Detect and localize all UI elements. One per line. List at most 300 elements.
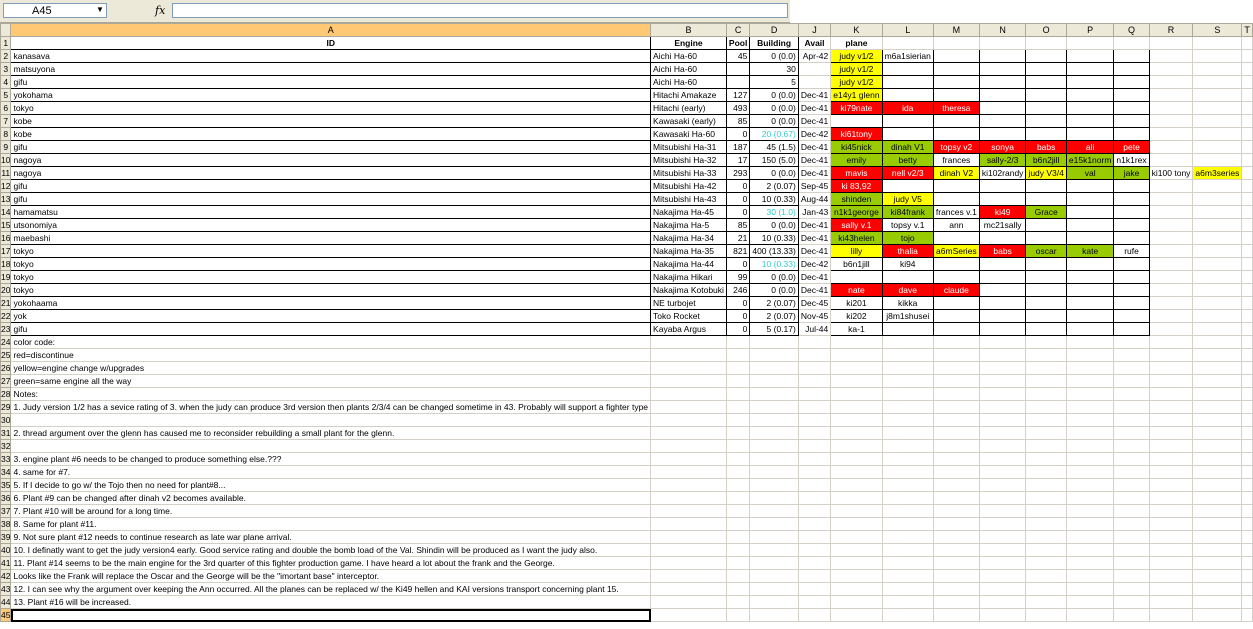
cell[interactable] — [979, 531, 1026, 544]
plane-cell[interactable]: topsy v2 — [933, 141, 979, 154]
cell[interactable] — [1193, 89, 1242, 102]
cell[interactable] — [1149, 596, 1193, 609]
cell[interactable] — [1114, 37, 1149, 50]
cell[interactable] — [651, 414, 727, 427]
plane-cell[interactable]: babs — [979, 245, 1026, 258]
cell[interactable] — [979, 63, 1026, 76]
plant-engine-cell[interactable]: Nakajima Ha-35 — [651, 245, 727, 258]
cell[interactable] — [979, 609, 1026, 622]
cell[interactable] — [651, 544, 727, 557]
cell[interactable] — [1114, 440, 1149, 453]
cell[interactable] — [882, 180, 933, 193]
plane-cell[interactable]: ki45nick — [831, 141, 882, 154]
cell[interactable] — [1026, 310, 1066, 323]
cell[interactable] — [1026, 271, 1066, 284]
row-header[interactable]: 37 — [1, 506, 11, 516]
row-header[interactable]: 16 — [1, 233, 11, 243]
plant-avail-cell[interactable]: Dec-41 — [798, 271, 830, 284]
cell[interactable] — [1242, 453, 1253, 466]
row-header[interactable]: 41 — [1, 558, 11, 568]
cell[interactable] — [979, 466, 1026, 479]
cell[interactable] — [1026, 505, 1066, 518]
plant-engine-cell[interactable]: Hitachi (early) — [651, 102, 727, 115]
cell[interactable] — [1066, 102, 1114, 115]
cell[interactable] — [1114, 297, 1149, 310]
row-header[interactable]: 32 — [1, 441, 11, 451]
cell[interactable] — [1026, 427, 1066, 440]
cell[interactable] — [1026, 518, 1066, 531]
cell[interactable] — [798, 596, 830, 609]
cell[interactable] — [1193, 297, 1242, 310]
cell[interactable] — [933, 453, 979, 466]
plane-cell[interactable]: ali — [1066, 141, 1114, 154]
cell[interactable] — [1114, 193, 1149, 206]
plant-id-cell[interactable]: hamamatsu — [11, 206, 651, 219]
plant-avail-cell[interactable] — [798, 76, 830, 89]
note-cell[interactable]: 2. thread argument over the glenn has caused me to reconsider rebuilding a small plant for the glenn. — [11, 427, 651, 440]
note-cell[interactable] — [11, 414, 651, 427]
plane-cell[interactable]: a6m3series — [1193, 167, 1242, 180]
row-header[interactable]: 7 — [1, 115, 11, 128]
cell[interactable] — [1193, 128, 1242, 141]
note-cell[interactable]: 4. same for #7. — [11, 466, 651, 479]
cell[interactable] — [979, 258, 1026, 271]
cell[interactable] — [1026, 284, 1066, 297]
row-header[interactable]: 21 — [1, 298, 11, 308]
cell[interactable] — [979, 505, 1026, 518]
cell[interactable] — [933, 505, 979, 518]
column-header-l[interactable]: L — [882, 24, 933, 37]
cell[interactable] — [1066, 232, 1114, 245]
header-cell[interactable]: Avail — [798, 37, 830, 50]
plant-engine-cell[interactable]: Toko Rocket — [651, 310, 727, 323]
plant-pool-cell[interactable]: 21 — [726, 232, 749, 245]
cell[interactable] — [750, 544, 798, 557]
cell[interactable] — [933, 63, 979, 76]
cell[interactable] — [798, 531, 830, 544]
cell[interactable] — [798, 401, 830, 414]
cell[interactable] — [1149, 102, 1193, 115]
cell[interactable] — [1149, 297, 1193, 310]
cell[interactable] — [1066, 440, 1114, 453]
cell[interactable] — [1026, 102, 1066, 115]
plant-engine-cell[interactable]: Nakajima Ha-45 — [651, 206, 727, 219]
plant-pool-cell[interactable]: 99 — [726, 271, 749, 284]
cell[interactable] — [750, 531, 798, 544]
cell[interactable] — [882, 492, 933, 505]
cell[interactable] — [1149, 427, 1193, 440]
row-header[interactable]: 28 — [1, 389, 11, 399]
cell[interactable] — [1193, 570, 1242, 583]
cell[interactable] — [1242, 505, 1253, 518]
cell[interactable] — [831, 570, 882, 583]
cell[interactable] — [1193, 219, 1242, 232]
row-header[interactable]: 26 — [1, 363, 11, 373]
cell[interactable] — [882, 76, 933, 89]
plane-cell[interactable]: theresa — [933, 102, 979, 115]
cell[interactable] — [798, 466, 830, 479]
cell[interactable] — [1026, 37, 1066, 50]
cell[interactable] — [1242, 583, 1253, 596]
cell[interactable] — [882, 336, 933, 349]
note-cell[interactable]: 5. If I decide to go w/ the Tojo then no need for plant#8... — [11, 479, 651, 492]
cell[interactable] — [798, 349, 830, 362]
cell[interactable] — [798, 362, 830, 375]
column-header-d[interactable]: D — [750, 24, 798, 37]
cell[interactable] — [726, 479, 749, 492]
cell[interactable] — [1026, 232, 1066, 245]
cell[interactable] — [798, 453, 830, 466]
cell[interactable] — [1149, 401, 1193, 414]
cell[interactable] — [831, 518, 882, 531]
cell[interactable] — [1114, 479, 1149, 492]
plane-cell[interactable]: judy v1/2 — [831, 50, 882, 63]
cell[interactable] — [882, 63, 933, 76]
row-header[interactable]: 2 — [1, 50, 11, 63]
plant-avail-cell[interactable]: Sep-45 — [798, 180, 830, 193]
cell[interactable] — [1066, 206, 1114, 219]
cell[interactable] — [750, 479, 798, 492]
header-cell[interactable]: ID — [11, 37, 651, 50]
cell[interactable] — [1242, 63, 1253, 76]
cell[interactable] — [1193, 388, 1242, 401]
cell[interactable] — [882, 323, 933, 336]
cell[interactable] — [726, 453, 749, 466]
cell[interactable] — [1114, 128, 1149, 141]
cell[interactable] — [979, 297, 1026, 310]
cell[interactable] — [1066, 596, 1114, 609]
cell[interactable] — [1114, 115, 1149, 128]
plant-building-cell[interactable]: 150 (5.0) — [750, 154, 798, 167]
cell[interactable] — [1066, 544, 1114, 557]
cell[interactable] — [979, 310, 1026, 323]
cell[interactable] — [1149, 388, 1193, 401]
cell[interactable] — [1242, 219, 1253, 232]
cell[interactable] — [933, 518, 979, 531]
plant-engine-cell[interactable]: Mitsubishi Ha-43 — [651, 193, 727, 206]
cell[interactable] — [651, 440, 727, 453]
cell[interactable] — [831, 414, 882, 427]
cell[interactable] — [1026, 570, 1066, 583]
plant-building-cell[interactable]: 2 (0.07) — [750, 180, 798, 193]
column-header-k[interactable]: K — [831, 24, 882, 37]
cell[interactable] — [882, 518, 933, 531]
note-cell[interactable]: 3. engine plant #6 needs to be changed to produce something else.??? — [11, 453, 651, 466]
plant-pool-cell[interactable] — [726, 76, 749, 89]
cell[interactable] — [1026, 50, 1066, 63]
cell[interactable] — [1066, 180, 1114, 193]
cell[interactable] — [726, 492, 749, 505]
cell[interactable] — [1242, 76, 1253, 89]
plane-cell[interactable]: ki84frank — [882, 206, 933, 219]
cell[interactable] — [933, 180, 979, 193]
cell[interactable] — [1149, 128, 1193, 141]
plant-id-cell[interactable]: matsuyona — [11, 63, 651, 76]
cell[interactable] — [1242, 414, 1253, 427]
cell[interactable] — [1026, 479, 1066, 492]
cell[interactable] — [1066, 583, 1114, 596]
cell[interactable] — [798, 609, 830, 622]
cell[interactable] — [726, 440, 749, 453]
cell[interactable] — [1242, 141, 1253, 154]
cell[interactable] — [979, 453, 1026, 466]
cell[interactable] — [1149, 154, 1193, 167]
cell[interactable] — [726, 583, 749, 596]
cell[interactable] — [1066, 557, 1114, 570]
cell[interactable] — [651, 388, 727, 401]
plant-id-cell[interactable]: kobe — [11, 128, 651, 141]
plane-cell[interactable]: kikka — [882, 297, 933, 310]
cell[interactable] — [1242, 167, 1253, 180]
plane-cell[interactable]: lilly — [831, 245, 882, 258]
cell[interactable] — [1242, 466, 1253, 479]
plant-pool-cell[interactable]: 85 — [726, 219, 749, 232]
cell[interactable] — [882, 544, 933, 557]
cell[interactable] — [882, 362, 933, 375]
cell[interactable] — [1114, 557, 1149, 570]
cell[interactable] — [831, 362, 882, 375]
cell[interactable] — [1114, 336, 1149, 349]
cell[interactable] — [750, 427, 798, 440]
cell[interactable] — [1114, 76, 1149, 89]
cell[interactable] — [1149, 271, 1193, 284]
cell[interactable] — [979, 557, 1026, 570]
cell[interactable] — [933, 89, 979, 102]
cell[interactable] — [933, 50, 979, 63]
cell[interactable] — [979, 284, 1026, 297]
cell[interactable] — [651, 453, 727, 466]
cell[interactable] — [1193, 115, 1242, 128]
cell[interactable] — [1066, 375, 1114, 388]
row-header[interactable]: 39 — [1, 532, 11, 542]
plant-building-cell[interactable]: 0 (0.0) — [750, 115, 798, 128]
row-header[interactable]: 11 — [1, 168, 11, 178]
plant-id-cell[interactable]: gifu — [11, 323, 651, 336]
plane-cell[interactable]: dinah V1 — [882, 141, 933, 154]
plant-avail-cell[interactable]: Dec-45 — [798, 297, 830, 310]
note-cell[interactable]: green=same engine all the way — [11, 375, 651, 388]
cell[interactable] — [1193, 375, 1242, 388]
plant-building-cell[interactable]: 0 (0.0) — [750, 89, 798, 102]
plane-cell[interactable]: topsy v.1 — [882, 219, 933, 232]
cell[interactable] — [831, 388, 882, 401]
cell[interactable] — [933, 427, 979, 440]
plane-cell[interactable]: e15k1norm — [1066, 154, 1114, 167]
cell[interactable] — [1026, 544, 1066, 557]
cell[interactable] — [882, 128, 933, 141]
plane-cell[interactable]: ki94 — [882, 258, 933, 271]
cell[interactable] — [1066, 37, 1114, 50]
cell[interactable] — [1242, 271, 1253, 284]
cell[interactable] — [726, 531, 749, 544]
cell[interactable] — [831, 440, 882, 453]
cell[interactable] — [1026, 466, 1066, 479]
plane-cell[interactable]: ki102randy — [979, 167, 1026, 180]
cell[interactable] — [1114, 375, 1149, 388]
note-cell[interactable]: yellow=engine change w/upgrades — [11, 362, 651, 375]
plant-engine-cell[interactable]: Kawasaki (early) — [651, 115, 727, 128]
cell[interactable] — [1193, 505, 1242, 518]
cell[interactable] — [882, 414, 933, 427]
cell[interactable] — [831, 557, 882, 570]
plane-cell[interactable]: oscar — [1026, 245, 1066, 258]
cell[interactable] — [750, 596, 798, 609]
note-cell[interactable] — [11, 440, 651, 453]
cell[interactable] — [1114, 102, 1149, 115]
cell[interactable] — [979, 128, 1026, 141]
plant-pool-cell[interactable]: 127 — [726, 89, 749, 102]
cell[interactable] — [750, 388, 798, 401]
plant-id-cell[interactable]: yokohama — [11, 89, 651, 102]
cell[interactable] — [750, 492, 798, 505]
note-cell[interactable]: 12. I can see why the argument over keeping the Ann occurred. All the planes can be replaced w/ the Ki49 hellen and KAI versions transport concerning plant 15. — [11, 583, 651, 596]
cell[interactable] — [726, 336, 749, 349]
cell[interactable] — [1066, 388, 1114, 401]
select-all-corner[interactable] — [1, 24, 11, 37]
cell[interactable] — [1149, 180, 1193, 193]
cell[interactable] — [726, 349, 749, 362]
cell[interactable] — [750, 375, 798, 388]
cell[interactable] — [1026, 596, 1066, 609]
row-header[interactable]: 17 — [1, 246, 11, 256]
chevron-down-icon[interactable]: ▼ — [96, 5, 104, 14]
cell[interactable] — [1066, 219, 1114, 232]
plant-building-cell[interactable]: 30 (1.0) — [750, 206, 798, 219]
cell[interactable] — [750, 557, 798, 570]
cell[interactable] — [933, 466, 979, 479]
cell[interactable] — [1149, 206, 1193, 219]
cell[interactable] — [979, 76, 1026, 89]
plant-engine-cell[interactable]: Mitsubishi Ha-33 — [651, 167, 727, 180]
plant-id-cell[interactable]: gifu — [11, 180, 651, 193]
plant-building-cell[interactable]: 0 (0.0) — [750, 284, 798, 297]
plant-pool-cell[interactable]: 293 — [726, 167, 749, 180]
cell[interactable] — [882, 609, 933, 622]
cell[interactable] — [1242, 154, 1253, 167]
plant-pool-cell[interactable]: 45 — [726, 50, 749, 63]
cell[interactable] — [933, 336, 979, 349]
cell[interactable] — [750, 414, 798, 427]
row-header[interactable]: 10 — [1, 155, 11, 165]
cell[interactable] — [1242, 492, 1253, 505]
cell[interactable] — [1242, 440, 1253, 453]
cell[interactable] — [1114, 427, 1149, 440]
row-header[interactable]: 20 — [1, 285, 11, 295]
cell[interactable] — [1066, 336, 1114, 349]
cell[interactable] — [750, 466, 798, 479]
cell[interactable] — [1242, 349, 1253, 362]
cell[interactable] — [750, 336, 798, 349]
plane-cell[interactable]: rufe — [1114, 245, 1149, 258]
row-header[interactable]: 6 — [1, 102, 11, 115]
cell[interactable] — [933, 440, 979, 453]
cell[interactable] — [1066, 310, 1114, 323]
cell[interactable] — [651, 479, 727, 492]
cell[interactable] — [750, 518, 798, 531]
plant-pool-cell[interactable]: 0 — [726, 323, 749, 336]
cell[interactable] — [1149, 245, 1193, 258]
cell[interactable] — [933, 388, 979, 401]
cell[interactable] — [1193, 531, 1242, 544]
plant-id-cell[interactable]: nagoya — [11, 154, 651, 167]
plant-pool-cell[interactable]: 0 — [726, 180, 749, 193]
cell[interactable] — [1242, 232, 1253, 245]
plant-id-cell[interactable]: yokohaama — [11, 297, 651, 310]
cell[interactable] — [1149, 518, 1193, 531]
plant-pool-cell[interactable]: 17 — [726, 154, 749, 167]
plane-cell[interactable]: kate — [1066, 245, 1114, 258]
cell[interactable] — [979, 50, 1026, 63]
plane-cell[interactable]: val — [1066, 167, 1114, 180]
row-header[interactable]: 8 — [1, 128, 11, 141]
cell[interactable] — [882, 115, 933, 128]
cell[interactable] — [882, 466, 933, 479]
cell[interactable] — [1242, 128, 1253, 141]
cell[interactable] — [1149, 453, 1193, 466]
plant-building-cell[interactable]: 5 — [750, 76, 798, 89]
row-header[interactable]: 18 — [1, 259, 11, 269]
plane-cell[interactable]: ki201 — [831, 297, 882, 310]
cell[interactable] — [651, 609, 727, 622]
function-icon[interactable]: fx — [155, 4, 166, 17]
cell[interactable] — [933, 232, 979, 245]
cell[interactable] — [726, 570, 749, 583]
cell[interactable] — [750, 362, 798, 375]
cell[interactable] — [1066, 518, 1114, 531]
cell[interactable] — [1242, 180, 1253, 193]
note-cell[interactable]: 11. Plant #14 seems to be the main engine for the 3rd quarter of this fighter production game. I have heard a lot about the frank and the George. — [11, 557, 651, 570]
header-cell[interactable]: Pool — [726, 37, 749, 50]
cell[interactable] — [1242, 206, 1253, 219]
cell[interactable] — [882, 427, 933, 440]
cell[interactable] — [1114, 492, 1149, 505]
plane-cell[interactable]: frances v.1 — [933, 206, 979, 219]
plane-cell[interactable]: ki61tony — [831, 128, 882, 141]
cell[interactable] — [1114, 609, 1149, 622]
cell[interactable] — [1193, 557, 1242, 570]
cell[interactable] — [1066, 531, 1114, 544]
cell[interactable] — [933, 297, 979, 310]
cell[interactable] — [1026, 375, 1066, 388]
plant-avail-cell[interactable]: Dec-41 — [798, 245, 830, 258]
cell[interactable] — [798, 388, 830, 401]
cell[interactable] — [882, 453, 933, 466]
cell[interactable] — [750, 440, 798, 453]
cell[interactable] — [1066, 128, 1114, 141]
cell[interactable] — [1149, 414, 1193, 427]
cell[interactable] — [979, 115, 1026, 128]
cell[interactable] — [1193, 63, 1242, 76]
plane-cell[interactable]: n1k1george — [831, 206, 882, 219]
cell[interactable] — [798, 336, 830, 349]
cell[interactable] — [1242, 102, 1253, 115]
plant-avail-cell[interactable]: Jul-44 — [798, 323, 830, 336]
row-header[interactable]: 15 — [1, 220, 11, 230]
cell[interactable] — [1149, 544, 1193, 557]
cell[interactable] — [1193, 583, 1242, 596]
plane-cell[interactable]: sally v.1 — [831, 219, 882, 232]
note-cell[interactable]: color code: — [11, 336, 651, 349]
plane-cell[interactable]: jake — [1114, 167, 1149, 180]
cell[interactable] — [1066, 349, 1114, 362]
cell[interactable] — [726, 362, 749, 375]
cell[interactable] — [1114, 505, 1149, 518]
cell[interactable] — [1066, 362, 1114, 375]
cell[interactable] — [1149, 310, 1193, 323]
plane-cell[interactable]: b6n1jill — [831, 258, 882, 271]
note-cell[interactable]: Notes: — [11, 388, 651, 401]
row-header[interactable]: 13 — [1, 194, 11, 204]
